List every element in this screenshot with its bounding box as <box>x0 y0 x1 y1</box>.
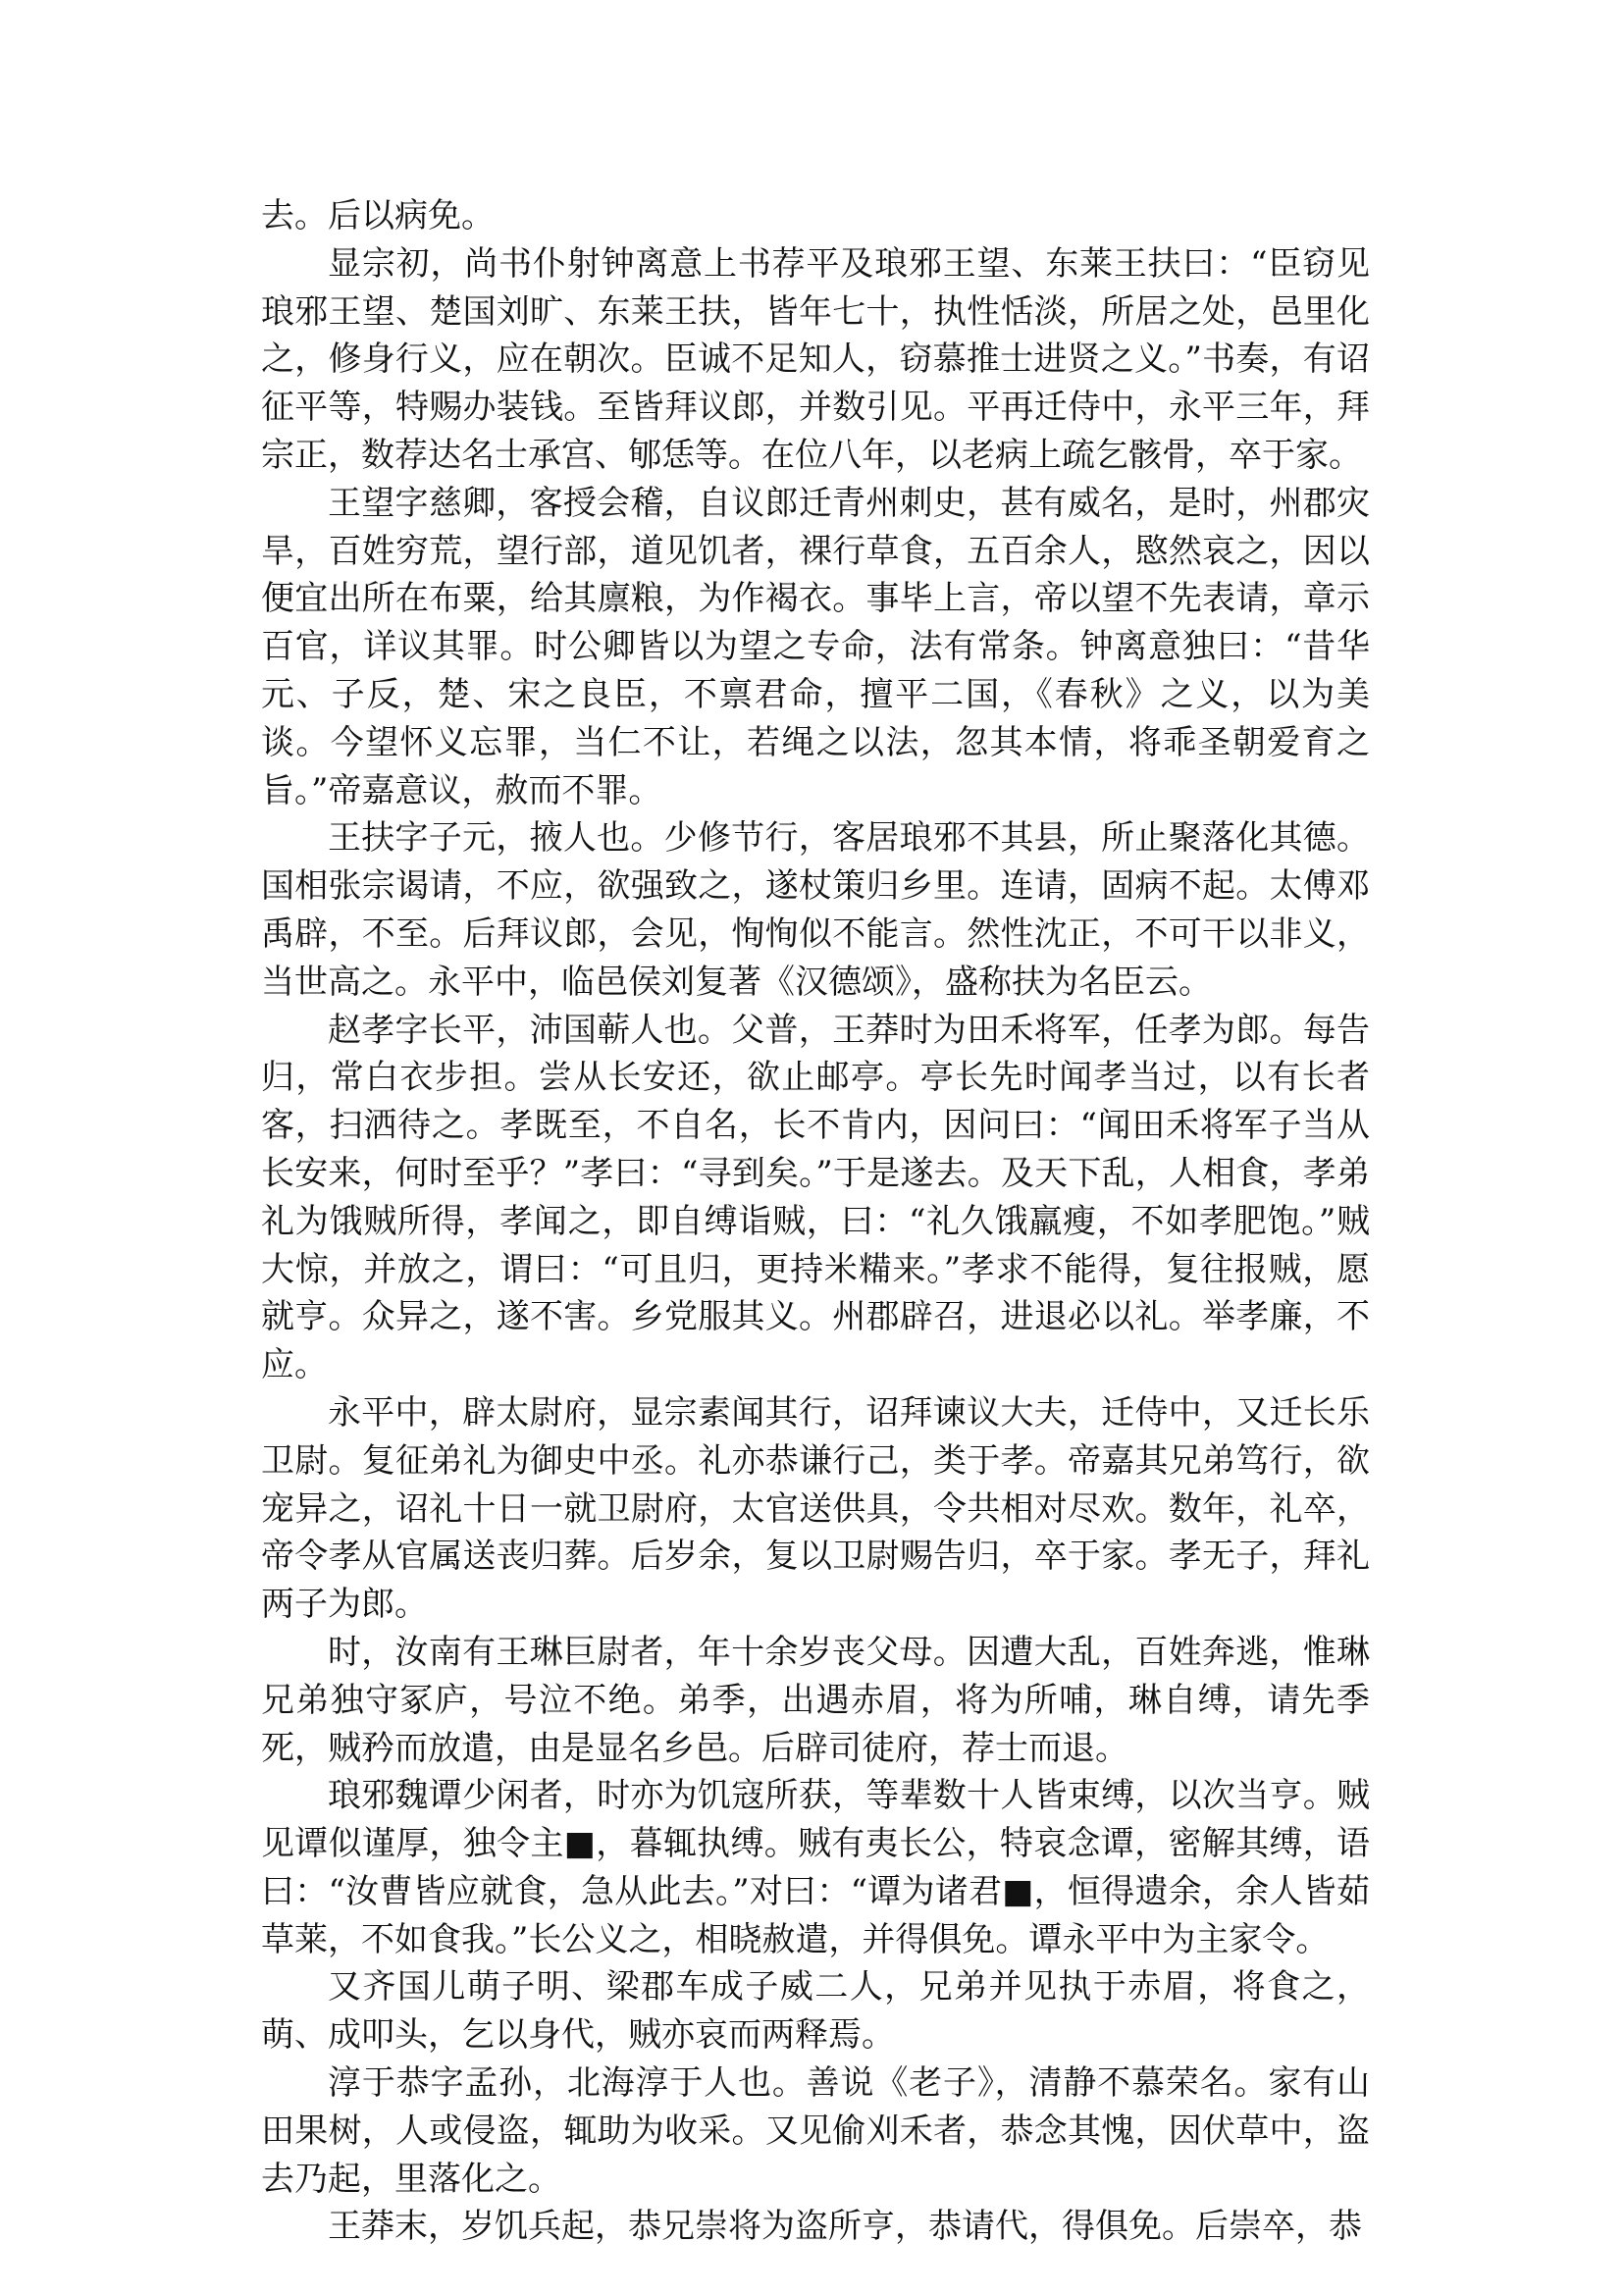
paragraph-11: 王莽末，岁饥兵起，恭兄崇将为盗所亨，恭请代，得俱免。后崇卒，恭 <box>328 2207 1362 2247</box>
paragraph-7: 时，汝南有王琳巨尉者，年十余岁丧父母。因遭大乱，百姓奔逃，惟琳兄弟独守冢庐，号泣不绝。弟季，出遇赤眉，将为所哺，琳自缚，请先季死，贼矜而放遣，由是显名乡邑。后辟司徒府，荐士而退。 <box>261 1632 1370 1768</box>
paragraph-9: 又齐国儿萌子明、梁郡车成子威二人，兄弟并见执于赤眉，将食之，萌、成叩头，乞以身代，贼亦哀而两释焉。 <box>261 1967 1370 2056</box>
paragraph-3: 王望字慈卿，客授会稽，自议郎迁青州刺史，甚有威名，是时，州郡灾旱，百姓穷荒，望行部，道见饥者，裸行草食，五百余人，愍然哀之，因以便宜出所在布粟，给其廪粮，为作褐衣。事毕上言，帝以望不先表请，章示百官，详议其罪。时公卿皆以为望之专命，法有常条。钟离意独曰：“昔华元、子反，楚、宋之良臣，不禀君命，擅平二国，《春秋》之义，以为美谈。今望怀义忘罪，当仁不让，若绳之以法，忽其本情，将乖圣朝爱育之旨。”帝嘉意议，赦而不罪。 <box>261 483 1370 810</box>
paragraph-5: 赵孝字长平，沛国蕲人也。父普，王莽时为田禾将军，任孝为郎。每告归，常白衣步担。尝从长安还，欲止邮亭。亭长先时闻孝当过，以有长者客，扫洒待之。孝既至，不自名，长不肯内，因问曰：“闻田禾将军子当从长安来，何时至乎？”孝曰：“寻到矣。”于是遂去。及天下乱，人相食，孝弟礼为饿贼所得，孝闻之，即自缚诣贼，曰：“礼久饿羸瘦，不如孝肥饱。”贼大惊，并放之，谓曰：“可且归，更持米糒来。”孝求不能得，复往报贼，愿就亨。众异之，遂不害。乡党服其义。州郡辟召，进退必以礼。举孝廉，不应。 <box>261 1010 1370 1385</box>
paragraph-4: 王扶字子元，掖人也。少修节行，客居琅邪不其县，所止聚落化其德。国相张宗谒请，不应，欲强致之，遂杖策归乡里。连请，固病不起。太傅邓禹辟，不至。后拜议郎，会见，恂恂似不能言。然性沈正，不可干以非义，当世高之。永平中，临邑侯刘复著《汉德颂》，盛称扶为名臣云。 <box>261 818 1370 1002</box>
paragraph-6: 永平中，辟太尉府，显宗素闻其行，诏拜谏议大夫，迁侍中，又迁长乐卫尉。复征弟礼为御史中丞。礼亦恭谦行己，类于孝。帝嘉其兄弟笃行，欲宠异之，诏礼十日一就卫尉府，太官送供具，令共相对尽欢。数年，礼卒，帝令孝从官属送丧归葬。后岁余，复以卫尉赐告归，卒于家。孝无子，拜礼两子为郎。 <box>261 1392 1370 1625</box>
document-page <box>261 192 1370 2251</box>
paragraph-10: 淳于恭字孟孙，北海淳于人也。善说《老子》，清静不慕荣名。家有山田果树，人或侵盗，辄助为收采。又见偷刈禾者，恭念其愧，因伏草中，盗去乃起，里落化之。 <box>261 2063 1370 2199</box>
paragraph-8: 琅邪魏谭少闲者，时亦为饥寇所获，等辈数十人皆束缚，以次当亨。贼见谭似谨厚，独令主■，暮辄执缚。贼有夷长公，特哀念谭，密解其缚，语曰：“汝曹皆应就食，急从此去。”对曰：“谭为诸君■，恒得遗余，余人皆茹草莱，不如食我。”长公义之，相晓赦遣，并得俱免。谭永平中为主家令。 <box>261 1776 1370 1959</box>
paragraph-1: 去。后以病免。 <box>261 196 495 235</box>
paragraph-2: 显宗初，尚书仆射钟离意上书荐平及琅邪王望、东莱王扶曰：“臣窃见琅邪王望、楚国刘旷、东莱王扶，皆年七十，执性恬淡，所居之处，邑里化之，修身行义，应在朝次。臣诚不足知人，窃慕推士进贤之义。”书奏，有诏征平等，特赐办装钱。至皆拜议郎，并数引见。平再迁侍中，永平三年，拜宗正，数荐达名士承宫、郇恁等。在位八年，以老病上疏乞骸骨，卒于家。 <box>261 243 1370 475</box>
